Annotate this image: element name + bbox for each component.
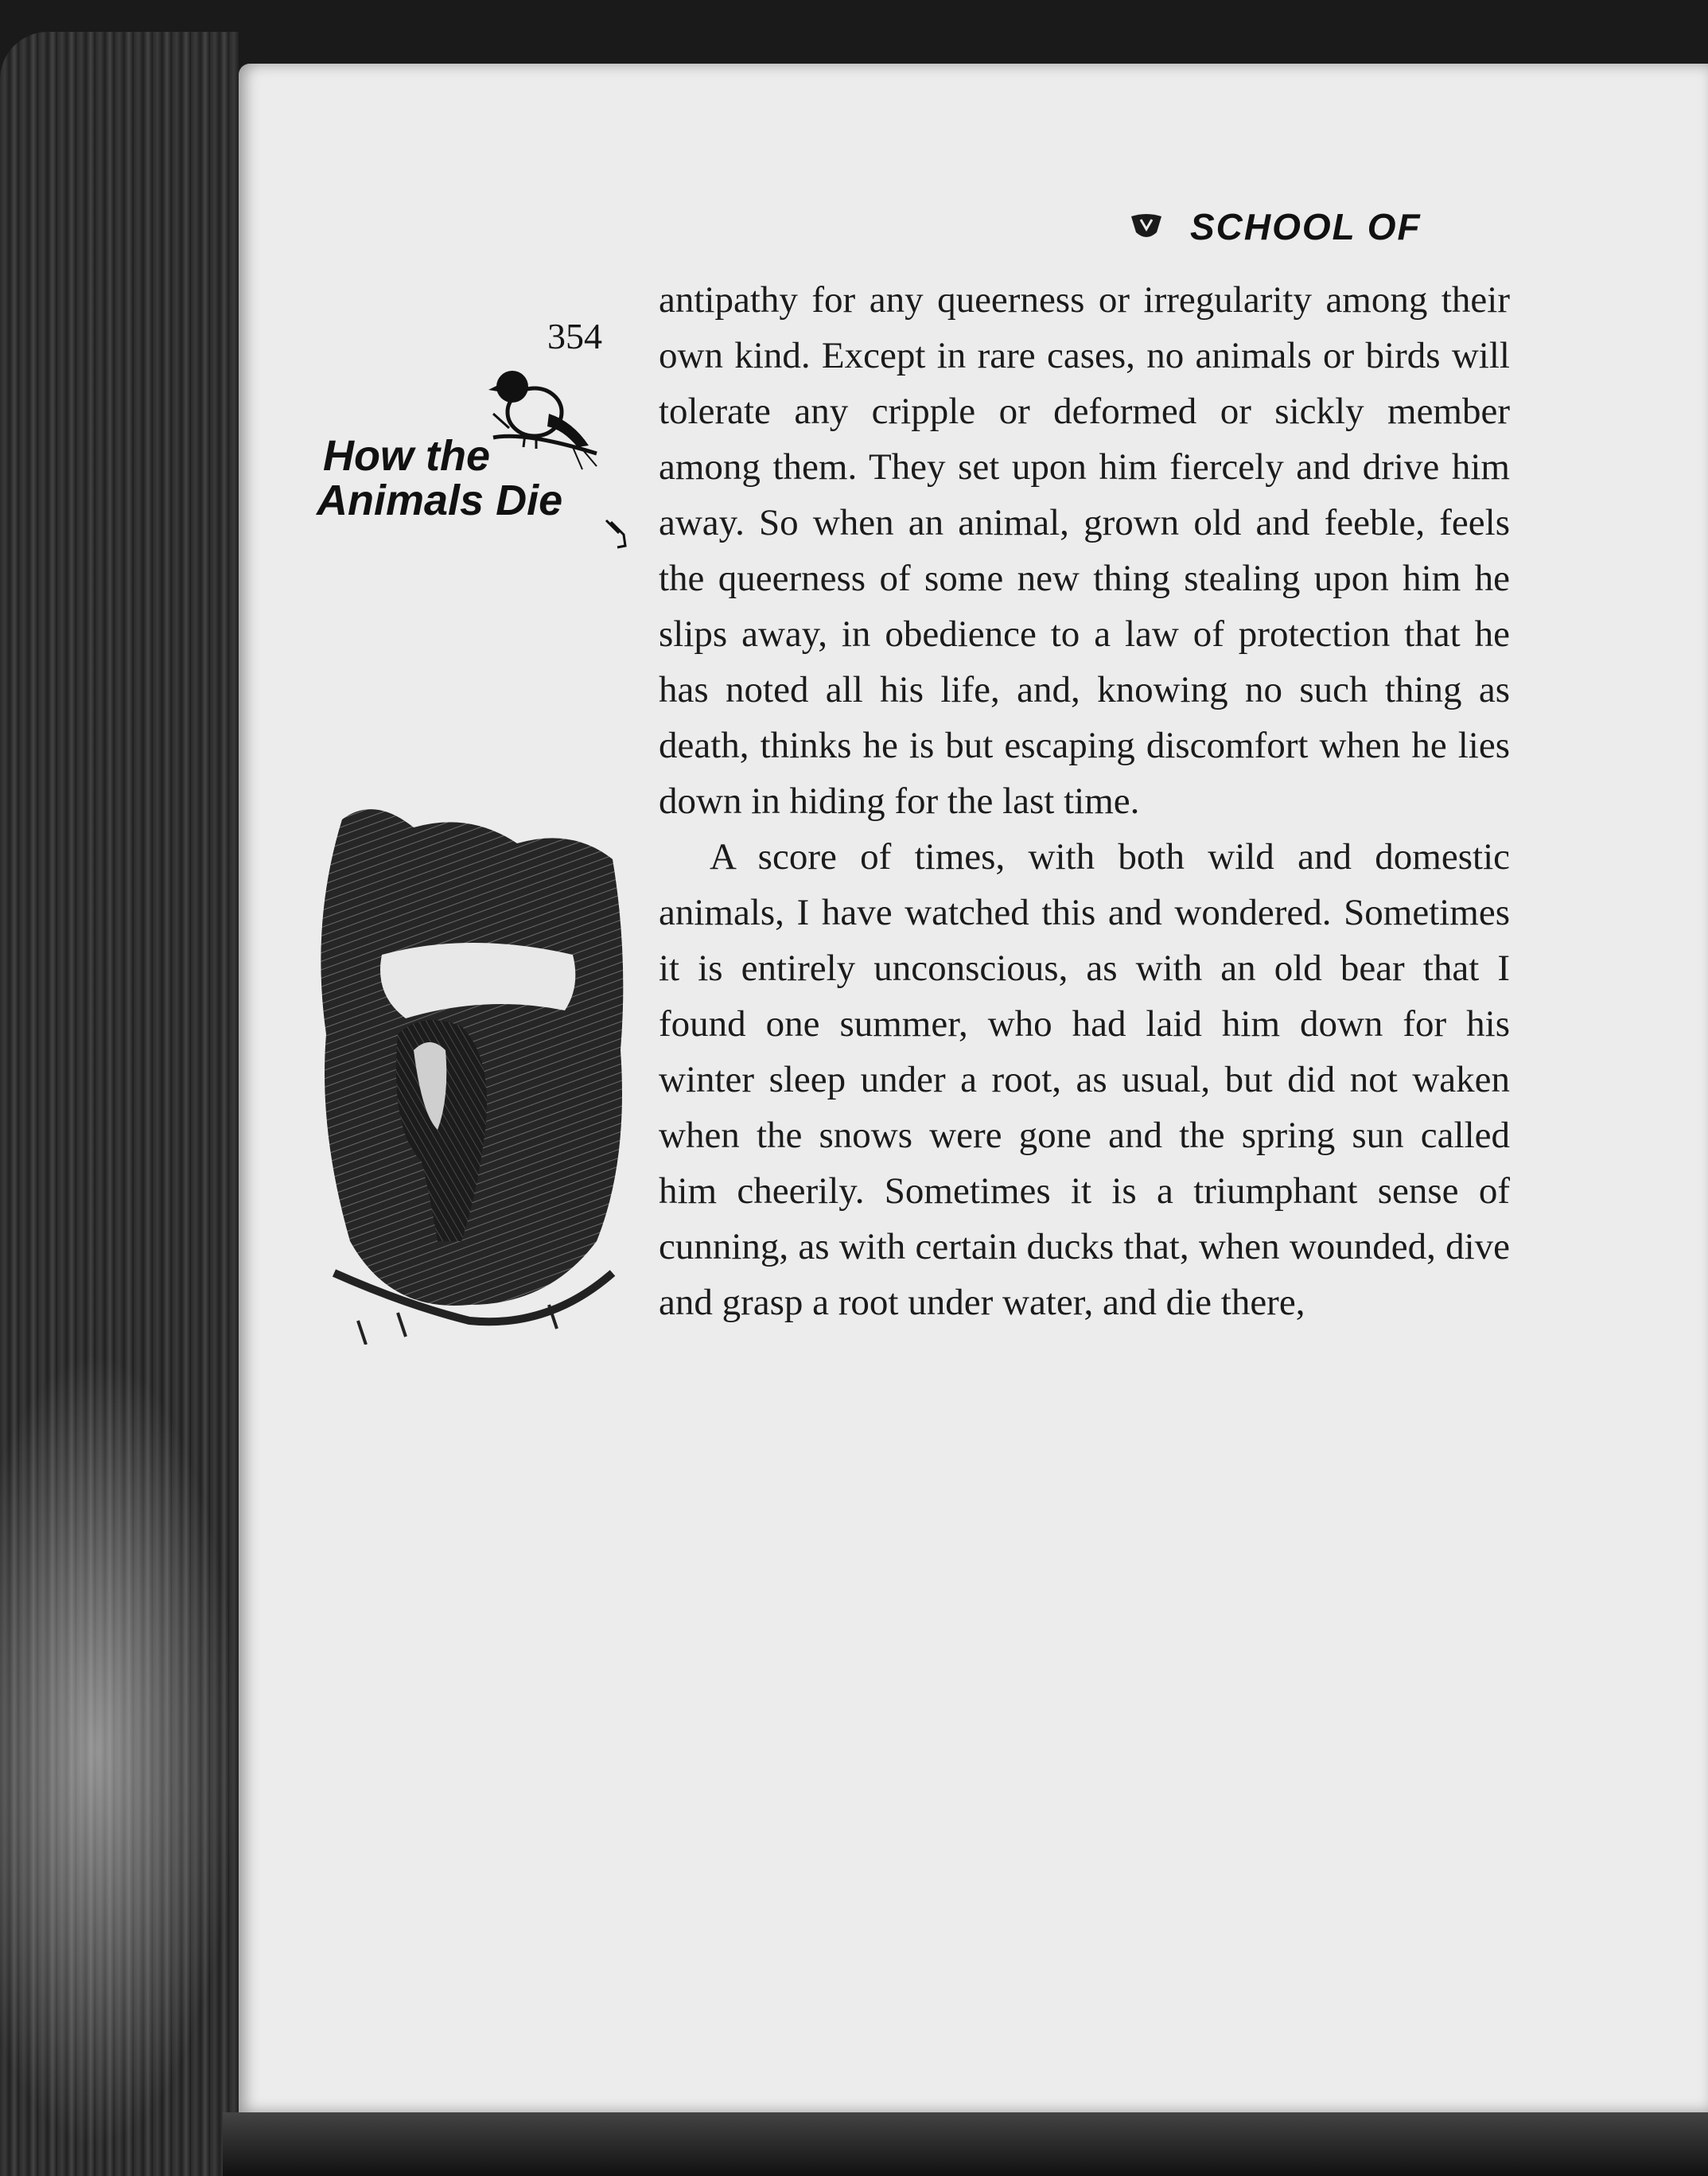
running-head (1130, 205, 1422, 248)
animal-in-thicket-illustration (310, 796, 636, 1345)
paragraph-1: antipathy for any queerness or irregularity among their own kind. Except in rare cases, no animals or birds will tolerate any cripple or deformed or sickly member among them. They set upon him fiercely and drive him away. So when an animal, grown old and feeble, feels the queerness of some new thing stealing upon him he slips away, in obedience to a law of protection that he has noted all his life, and, knowing no such thing as death, thinks he is but escaping discomfort when he lies down in hiding for the last time. (659, 279, 1510, 822)
paragraph-2: A score of times, with both wild and domestic animals, I have watched this and wondered. Sometimes it is entirely unconscious, as with an old bear that I found one summer, who had laid him down for his winter sleep under a root, as usual, but did not waken when the snows were gone and the spring sun called him cheerily. Sometimes it is a triumphant sense of cunning, as with certain ducks that, when wounded, dive and grasp a root under water, and die there, (659, 836, 1510, 1323)
page-bottom-edge (223, 2112, 1708, 2176)
pointing-finger-icon (603, 517, 635, 551)
running-head-title: SCHOOL OF (1190, 206, 1422, 247)
side-title-line2: Animals Die (317, 477, 563, 524)
ornament-icon (1130, 212, 1163, 242)
page-number: 354 (547, 316, 602, 356)
side-title (317, 434, 562, 523)
spine-wear (0, 1353, 239, 2148)
body-text (659, 272, 1510, 1330)
side-title-line1: How the (323, 432, 490, 480)
